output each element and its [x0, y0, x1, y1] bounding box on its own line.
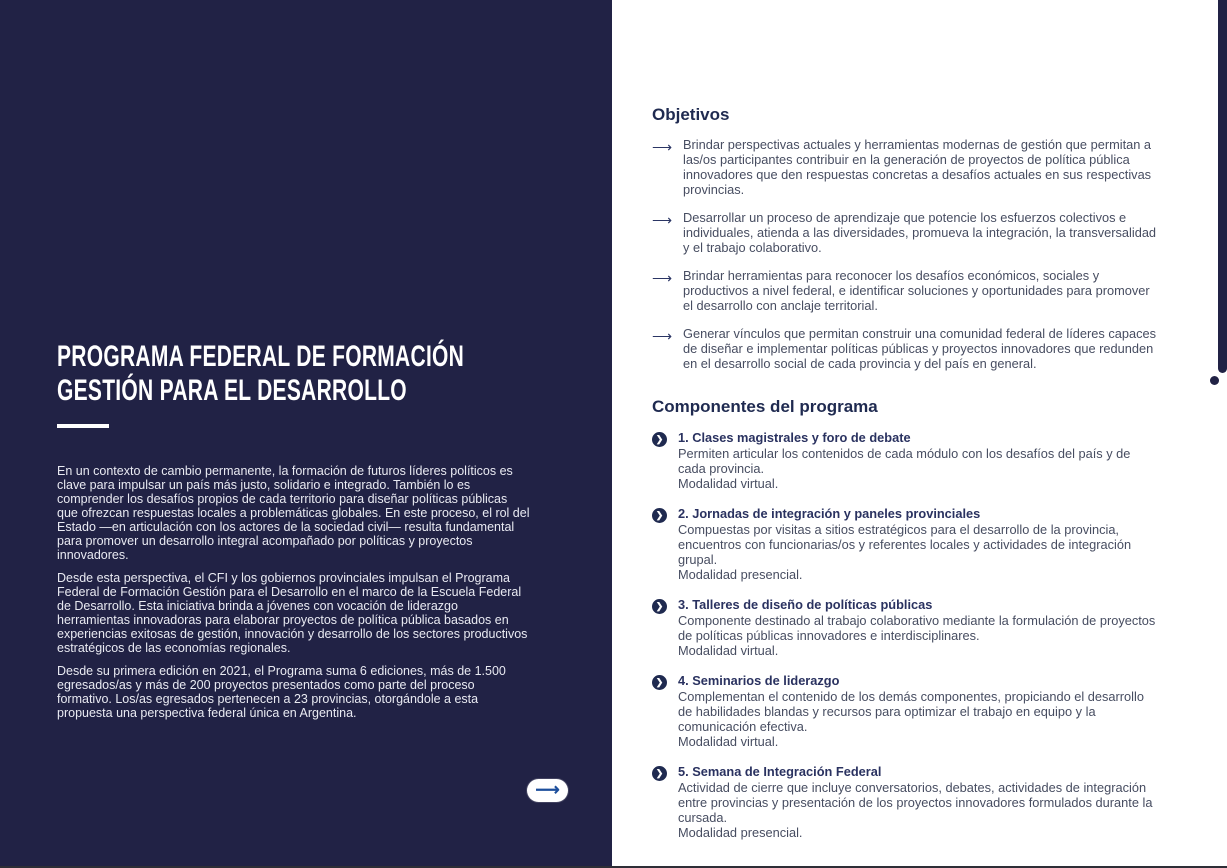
componente-body: Componente destinado al trabajo colaborativo mediante la formulación de proyectos de políticas públicas innovadores e interdisciplinares.: [678, 613, 1156, 644]
intro-paragraph: Desde su primera edición en 2021, el Programa suma 6 ediciones, más de 1.500 egresados/as y más de 200 proyectos presentados como parte del proceso formativo. Los/as egresados pertenecen a 23 provincias, otorgándole a esta propuesta una perspectiva federal única en Argentina.: [57, 663, 506, 720]
chevron-right-circle-icon: [652, 432, 667, 447]
list-item: [652, 674, 1157, 750]
componente-body: Complementan el contenido de los demás componentes, propiciando el desarrollo de habilidades blandas y recursos para optimizar el trabajo en equipo y la comunicación efectiva.: [678, 688, 1144, 734]
chevron-glyph: ❯: [655, 510, 664, 521]
componente-modality: Modalidad presencial.: [678, 824, 803, 840]
scrollbar-thumb[interactable]: [1218, 0, 1227, 373]
list-item: [652, 138, 1157, 198]
objetivo-text: Brindar perspectivas actuales y herramientas modernas de gestión que permitan a las/os participantes contribuir en la generación de proyectos de política pública innovadores que den respuestas concretas a desafíos actuales en sus respectivas provincias.: [683, 137, 1152, 198]
componente-modality: Modalidad virtual.: [678, 476, 779, 492]
objetivo-text: Brindar herramientas para reconocer los desafíos económicos, sociales y productivos a nivel federal, e identificar soluciones y oportunidades para promover el desarrollo con anclaje territorial.: [683, 268, 1150, 314]
intro-paragraph: En un contexto de cambio permanente, la formación de futuros líderes políticos es clave para impulsar un país más justo, solidario e integrado. También lo es comprender los desafíos propios de cada territorio para diseñar políticas públicas que ofrezcan respuestas locales a problemáticas globales. En este proceso, el rol del Estado —en articulación con los actores de la sociedad civil— resulta fundamental para promover un desarrollo integral acompañado por políticas y proyectos innovadores.: [57, 463, 530, 562]
list-item: [652, 507, 1157, 583]
objetivo-text: Desarrollar un proceso de aprendizaje que potencie los esfuerzos colectivos e individuales, atienda a las diversidades, promueva la integración, la transversalidad y el trabajo colaborativo.: [683, 210, 1157, 256]
componente-modality: Modalidad presencial.: [678, 567, 803, 583]
componente-title: 4. Seminarios de liderazgo: [678, 672, 840, 688]
chevron-glyph: ❯: [655, 434, 664, 445]
arrow-right-icon: ⟶: [652, 139, 673, 156]
cover-panel: [0, 0, 612, 868]
page-marker-dot: [1210, 376, 1219, 385]
content-body: [652, 105, 1157, 841]
chevron-right-circle-icon: [652, 766, 667, 781]
componente-title: 3. Talleres de diseño de políticas públicas: [678, 597, 933, 613]
chevron-glyph: ❯: [655, 767, 664, 778]
chevron-glyph: ❯: [655, 676, 664, 687]
objetivos-list: [652, 138, 1157, 372]
objetivo-text: Generar vínculos que permitan construir una comunidad federal de líderes capaces de diseñar e implementar políticas públicas y proyectos innovadores que redunden en el desarrollo social de cada provincia y del país en general.: [683, 326, 1157, 372]
arrow-right-icon: ⟶: [652, 270, 673, 287]
componentes-heading: Componentes del programa: [652, 396, 878, 416]
componente-text: [678, 598, 1157, 659]
content-panel: [612, 0, 1227, 868]
componente-modality: Modalidad virtual.: [678, 643, 779, 658]
intro-paragraphs: [57, 464, 531, 720]
chevron-right-circle-icon: [652, 508, 667, 523]
title-underline: [57, 424, 109, 428]
cover-content: [57, 340, 531, 729]
chevron-glyph: ❯: [655, 601, 664, 612]
intro-paragraph: Desde esta perspectiva, el CFI y los gobiernos provinciales impulsan el Programa Federal de Formación Gestión para el Desarrollo en el marco de la Escuela Federal de Desarrollo. Esta iniciativa brinda a jóvenes con vocación de liderazgo herramientas innovadoras para elaborar proyectos de política pública basados en experiencias exitosas de gestión, innovación y desarrollo de los sectores productivos estratégicos de las economías regionales.: [57, 570, 528, 655]
arrow-right-icon: ⟶: [652, 212, 673, 229]
componente-modality: Modalidad virtual.: [678, 733, 779, 749]
chevron-right-circle-icon: [652, 599, 667, 614]
list-item: [652, 431, 1157, 492]
componente-body: Compuestas por visitas a sitios estratégicos para el desarrollo de la provincia, encuentros con funcionarias/os y referentes locales y actividades de integración grupal.: [678, 522, 1132, 568]
program-title: [57, 340, 465, 408]
componente-title: 5. Semana de Integración Federal: [678, 763, 882, 779]
componente-title: 1. Clases magistrales y foro de debate: [678, 430, 911, 446]
componente-text: [678, 765, 1157, 841]
list-item: [652, 327, 1157, 372]
componente-title: 2. Jornadas de integración y paneles provinciales: [678, 506, 981, 522]
componente-body: Actividad de cierre que incluye conversatorios, debates, actividades de integración entre provincias y presentación de los proyectos innovadores formulados durante la cursada.: [678, 779, 1153, 825]
componentes-list: [652, 431, 1157, 840]
objetivos-heading: Objetivos: [652, 105, 730, 124]
componente-body: Permiten articular los contenidos de cada módulo con los desafíos del país y de cada provincia.: [678, 446, 1131, 477]
chevron-right-circle-icon: [652, 675, 667, 690]
list-item: [652, 211, 1157, 256]
program-title-line2: GESTIÓN PARA EL DESARROLLO: [57, 373, 407, 407]
list-item: [652, 765, 1157, 841]
componente-text: [678, 674, 1157, 750]
arrow-right-icon: ⟶: [535, 780, 560, 799]
componente-text: [678, 431, 1157, 492]
arrow-right-icon: ⟶: [652, 328, 673, 345]
list-item: [652, 269, 1157, 314]
next-page-button[interactable]: [527, 779, 568, 802]
componente-text: [678, 507, 1157, 583]
list-item: [652, 598, 1157, 659]
program-title-line1: PROGRAMA FEDERAL DE FORMACIÓN: [57, 340, 465, 373]
